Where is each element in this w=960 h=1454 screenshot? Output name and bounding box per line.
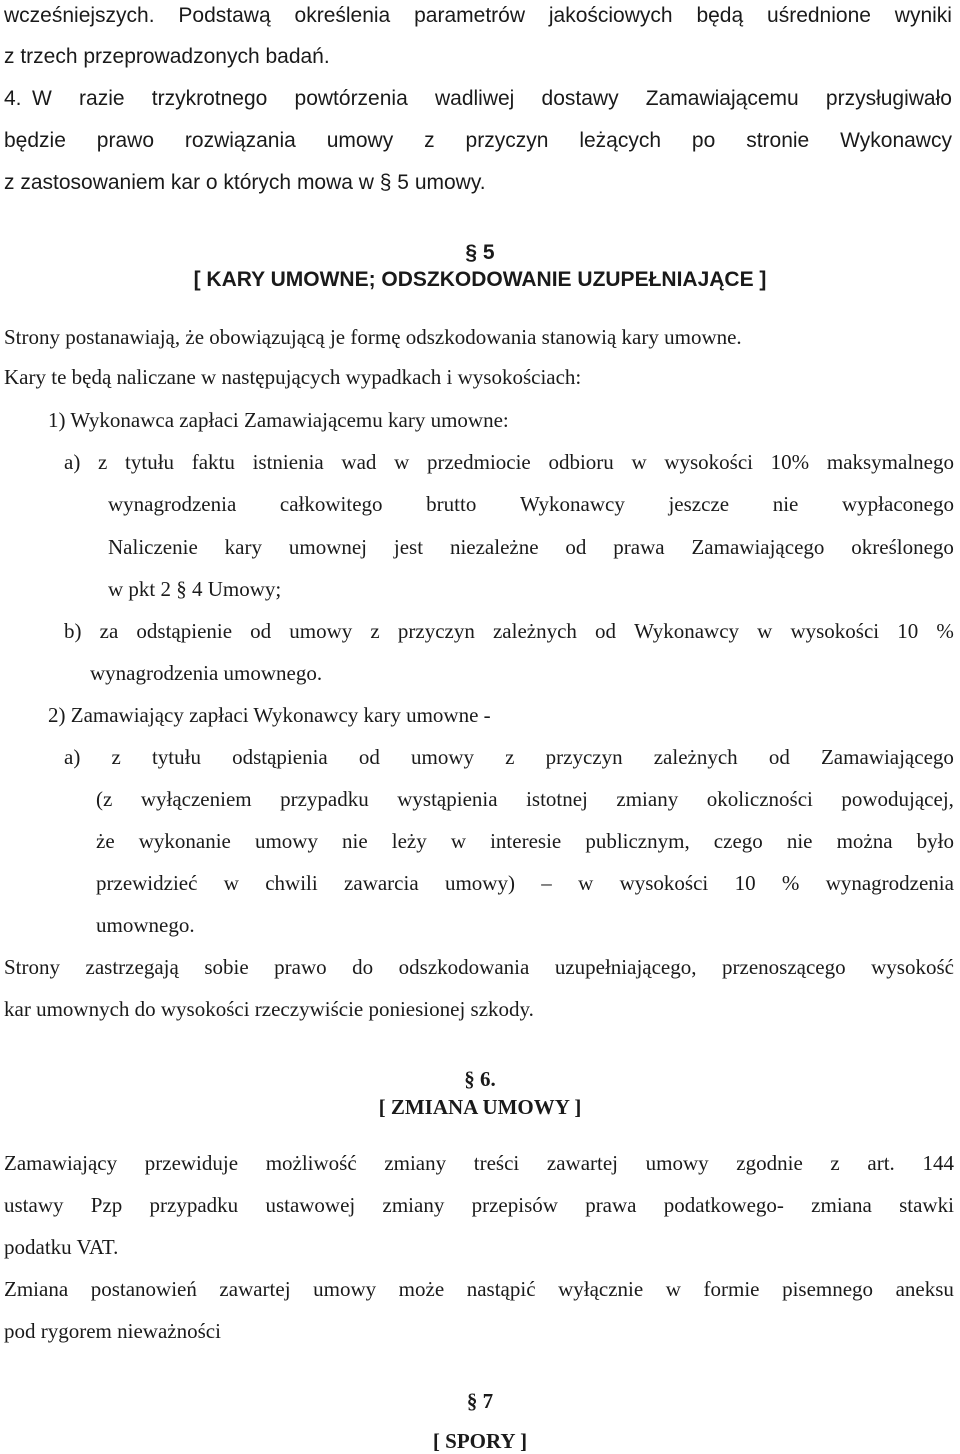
- section5-title: [ KARY UMOWNE; ODSZKODOWANIE UZUPEŁNIAJĄCE ]: [193, 268, 767, 291]
- section5-closing-line-2: kar umownych do wysokości rzeczywiście poniesionej szkody.: [4, 997, 534, 1021]
- item4-line-1: W razie trzykrotnego powtórzenia wadliwej dostawy Zamawiającemu przysługiwało: [32, 87, 952, 110]
- intro-line-1: wcześniejszych. Podstawą określenia parametrów jakościowych będą uśrednione wyniki: [4, 4, 952, 27]
- section5-item-1a-line-1: a) z tytułu faktu istnienia wad w przedmiocie odbioru w wysokości 10% maksymalnego: [64, 450, 954, 474]
- section5-item-2a-line-3: że wykonanie umowy nie leży w interesie publicznym, czego nie można było: [96, 829, 954, 853]
- section5-item-1: 1) Wykonawca zapłaci Zamawiającemu kary umowne:: [48, 408, 509, 432]
- section5-para-2: Kary te będą naliczane w następujących wypadkach i wysokościach:: [4, 365, 582, 389]
- item4-number: 4.: [4, 87, 22, 110]
- section5-item-2a-line-2: (z wyłączeniem przypadku wystąpienia istotnej zmiany okoliczności powodującej,: [96, 787, 954, 811]
- section5-item-2a-line-5: umownego.: [96, 913, 195, 937]
- section7-number: § 7: [466, 1389, 494, 1413]
- section6-para-2-line-2: pod rygorem nieważności: [4, 1319, 221, 1343]
- section5-para-1: Strony postanawiają, że obowiązującą je formę odszkodowania stanowią kary umowne.: [4, 325, 742, 349]
- section7-title: [ SPORY ]: [432, 1429, 528, 1453]
- section5-item-2a-line-4: przewidzieć w chwili zawarcia umowy) – w wysokości 10 % wynagrodzenia: [96, 871, 954, 895]
- section5-item-1b-line-1: b) za odstąpienie od umowy z przyczyn zależnych od Wykonawcy w wysokości 10 %: [64, 619, 954, 643]
- intro-line-2: z trzech przeprowadzonych badań.: [4, 45, 330, 68]
- section5-number: § 5: [465, 241, 495, 264]
- section5-item-1a-line-2: wynagrodzenia całkowitego brutto Wykonawcy jeszcze nie wypłaconego: [108, 492, 954, 516]
- section6-para-1-line-3: podatku VAT.: [4, 1235, 119, 1259]
- section5-item-2: 2) Zamawiający zapłaci Wykonawcy kary umowne -: [48, 703, 491, 727]
- item4-line-3: z zastosowaniem kar o których mowa w § 5 umowy.: [4, 171, 486, 194]
- section6-title: [ ZMIANA UMOWY ]: [378, 1095, 582, 1119]
- item4-line-2: będzie prawo rozwiązania umowy z przyczyn leżących po stronie Wykonawcy: [4, 129, 952, 152]
- section5-item-1a-line-4: w pkt 2 § 4 Umowy;: [108, 577, 282, 601]
- section6-number: § 6.: [464, 1067, 496, 1091]
- section6-para-1-line-2: ustawy Pzp przypadku ustawowej zmiany przepisów prawa podatkowego- zmiana stawki: [4, 1193, 954, 1217]
- section5-item-2a-line-1: a) z tytułu odstąpienia od umowy z przyczyn zależnych od Zamawiającego: [64, 745, 954, 769]
- section6-para-2-line-1: Zmiana postanowień zawartej umowy może nastąpić wyłącznie w formie pisemnego aneksu: [4, 1277, 954, 1301]
- section6-para-1-line-1: Zamawiający przewiduje możliwość zmiany treści zawartej umowy zgodnie z art. 144: [4, 1151, 954, 1175]
- section5-item-1b-line-2: wynagrodzenia umownego.: [90, 661, 323, 685]
- section5-item-1a-line-3: Naliczenie kary umownej jest niezależne od prawa Zamawiającego określonego: [108, 535, 954, 559]
- section5-closing-line-1: Strony zastrzegają sobie prawo do odszkodowania uzupełniającego, przenoszącego wysokość: [4, 955, 954, 979]
